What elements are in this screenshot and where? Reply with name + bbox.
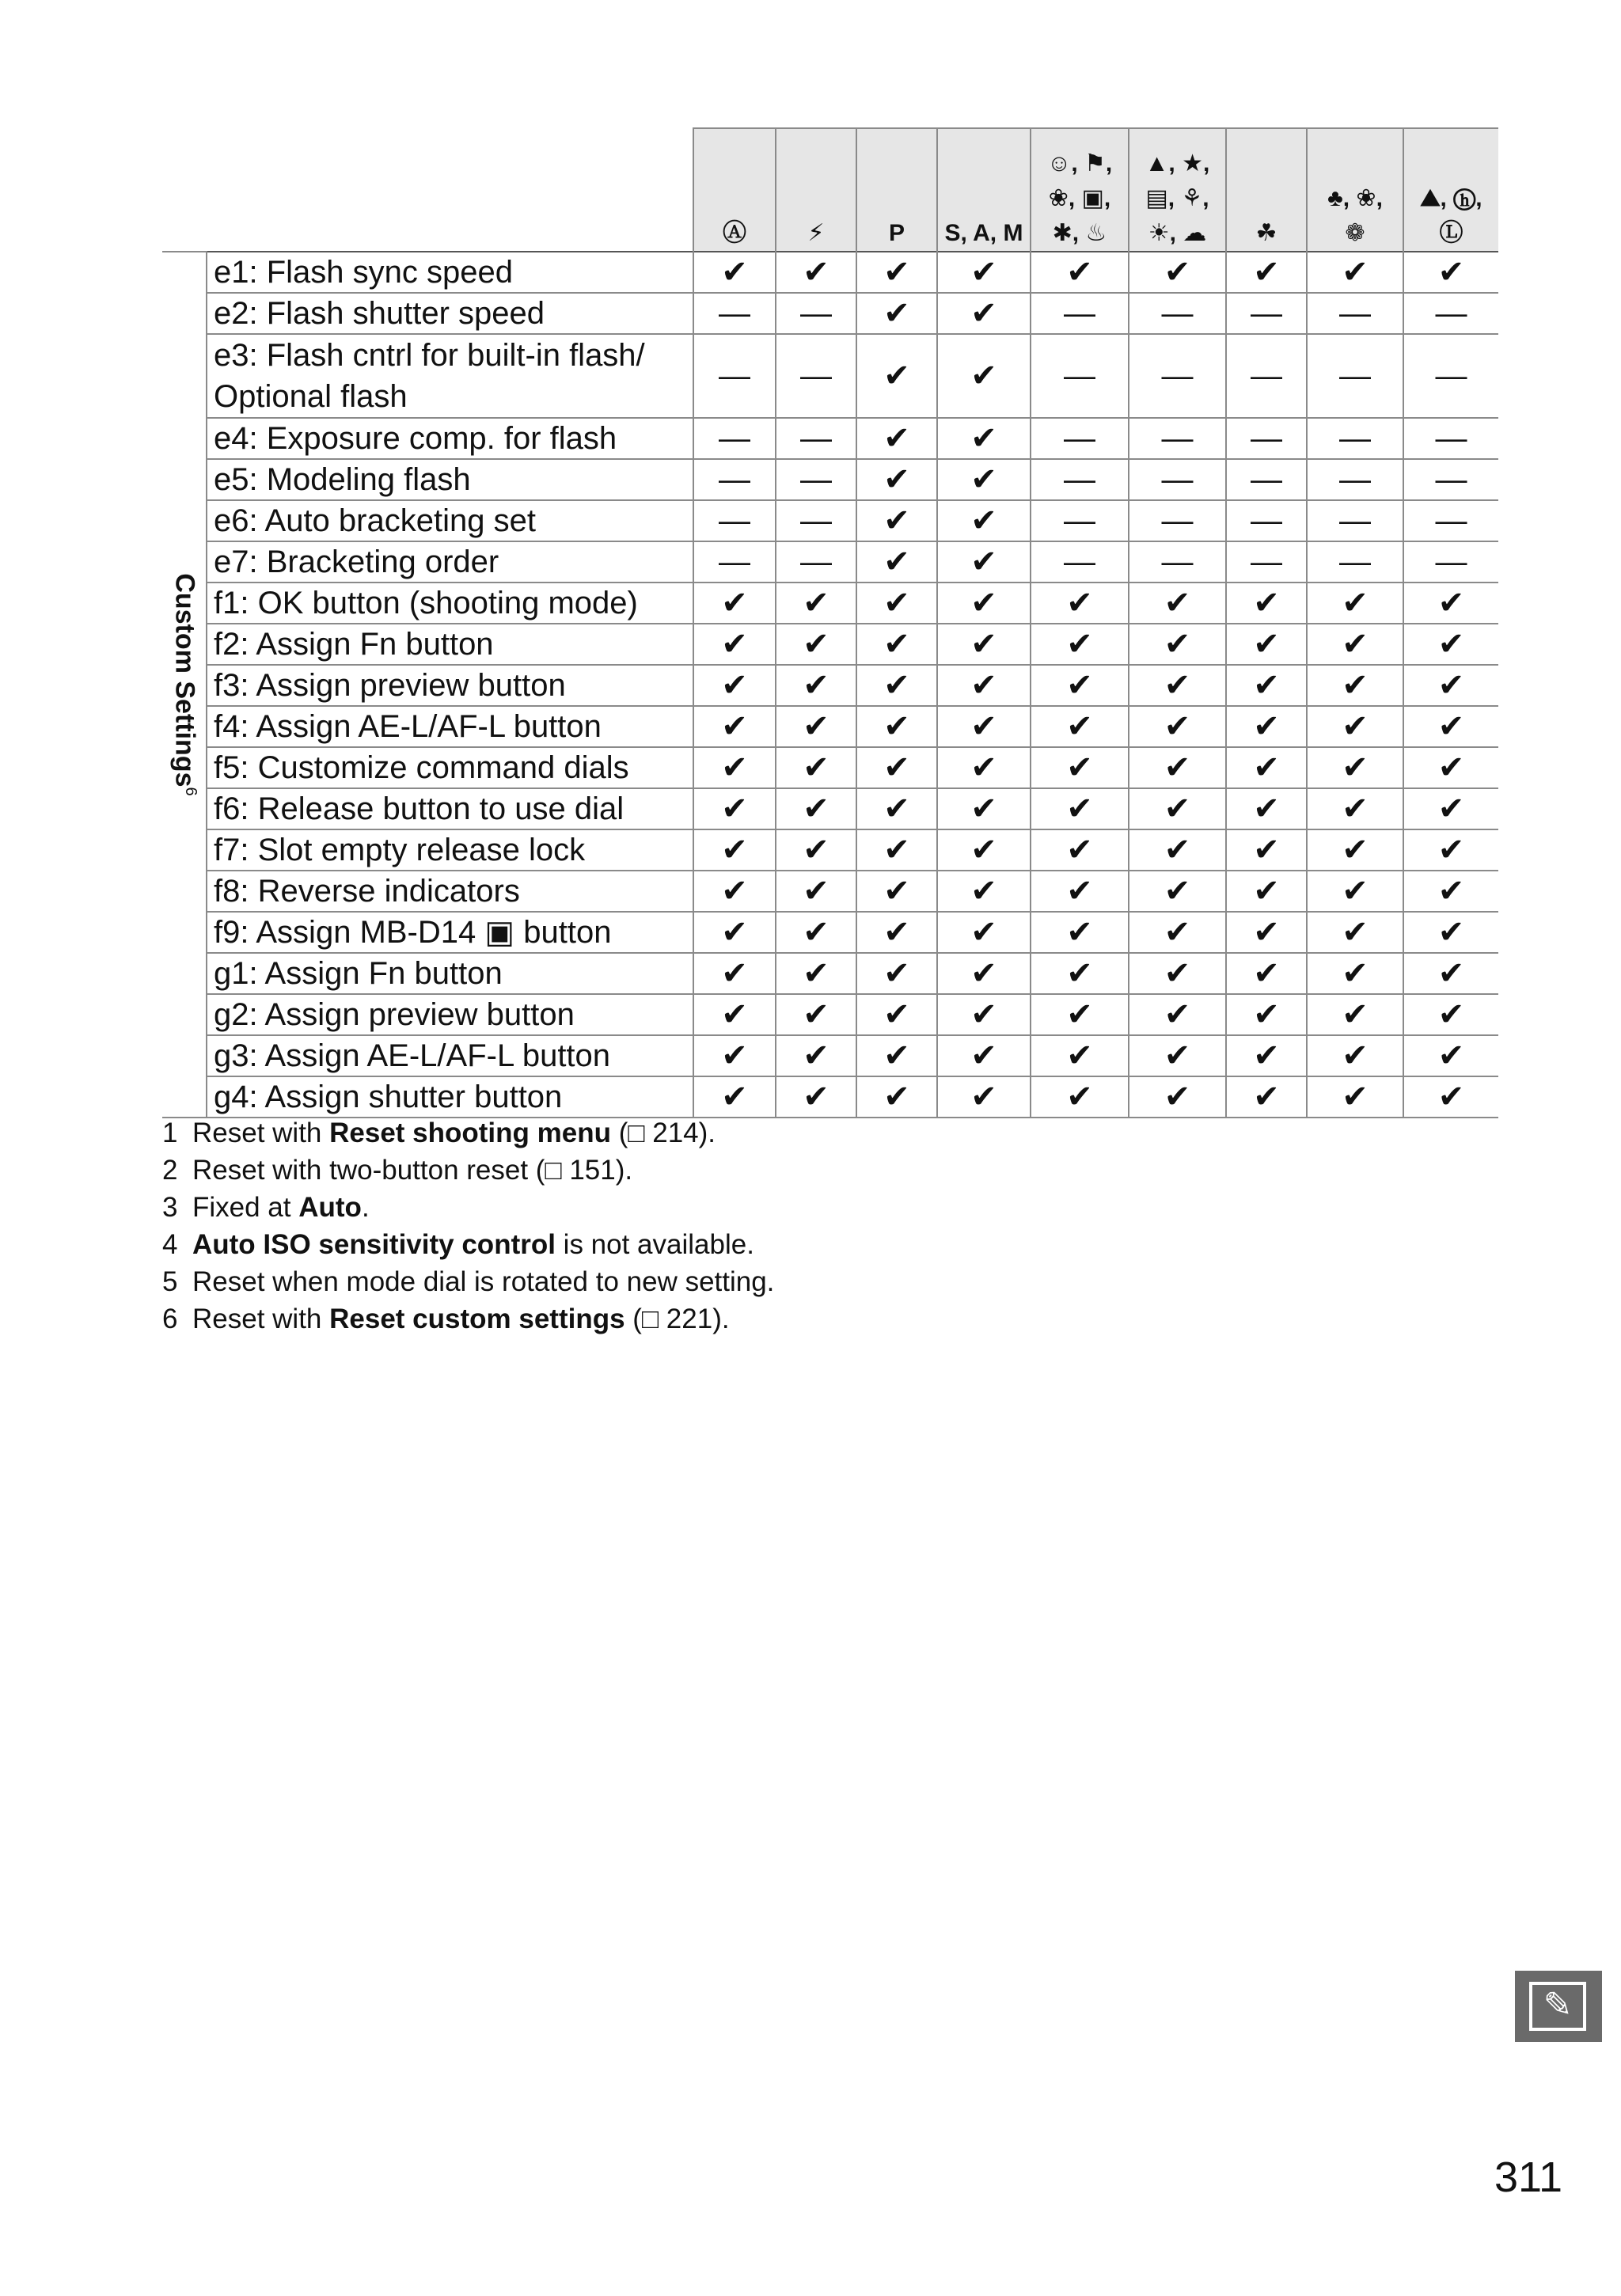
check-mark-icon: ✔ [1226, 994, 1307, 1035]
table-row [162, 665, 1498, 706]
check-mark-icon: ✔ [856, 252, 937, 293]
footnote [162, 1263, 774, 1300]
not-applicable-dash: — [776, 334, 856, 418]
check-mark-icon: ✔ [776, 665, 856, 706]
not-applicable-dash: — [1129, 418, 1226, 459]
check-mark-icon: ✔ [937, 953, 1031, 994]
not-applicable-dash: — [776, 418, 856, 459]
check-mark-icon: ✔ [1403, 1076, 1498, 1118]
check-mark-icon: ✔ [937, 624, 1031, 665]
check-mark-icon: ✔ [1307, 953, 1403, 994]
check-mark-icon: ✔ [1031, 912, 1129, 953]
not-applicable-dash: — [693, 541, 776, 583]
mode-column-header: ☺, ⚑, ❀, ▣, ✱, ♨ [1031, 128, 1129, 252]
check-mark-icon: ✔ [1226, 1076, 1307, 1118]
mode-header-row [162, 128, 1498, 252]
not-applicable-dash: — [1403, 500, 1498, 541]
check-mark-icon: ✔ [937, 418, 1031, 459]
check-mark-icon: ✔ [693, 624, 776, 665]
not-applicable-dash: — [1307, 541, 1403, 583]
check-mark-icon: ✔ [856, 334, 937, 418]
mode-column-header: Ⓐ [693, 128, 776, 252]
check-mark-icon: ✔ [1226, 829, 1307, 871]
setting-name: f5: Customize command dials [207, 747, 693, 788]
check-mark-icon: ✔ [1031, 1035, 1129, 1076]
check-mark-icon: ✔ [856, 541, 937, 583]
chapter-tab [1515, 1971, 1602, 2042]
setting-name: g4: Assign shutter button [207, 1076, 693, 1118]
section-side-label-cell [162, 252, 207, 1118]
check-mark-icon: ✔ [937, 459, 1031, 500]
table-row [162, 459, 1498, 500]
check-mark-icon: ✔ [856, 583, 937, 624]
check-mark-icon: ✔ [693, 583, 776, 624]
not-applicable-dash: — [1307, 334, 1403, 418]
check-mark-icon: ✔ [1307, 747, 1403, 788]
check-mark-icon: ✔ [776, 912, 856, 953]
check-mark-icon: ✔ [856, 994, 937, 1035]
check-mark-icon: ✔ [1226, 665, 1307, 706]
footnote-text: Fixed at [192, 1192, 299, 1223]
table-row [162, 747, 1498, 788]
check-mark-icon: ✔ [1031, 624, 1129, 665]
footnote [162, 1152, 774, 1189]
check-mark-icon: ✔ [1307, 788, 1403, 829]
not-applicable-dash: — [1403, 334, 1498, 418]
mode-column-header: ☘ [1226, 128, 1307, 252]
check-mark-icon: ✔ [776, 994, 856, 1035]
footnotes [162, 1114, 774, 1338]
check-mark-icon: ✔ [693, 912, 776, 953]
footnote [162, 1114, 774, 1152]
footnote [162, 1226, 774, 1263]
page-number: 311 [1494, 2154, 1563, 2201]
not-applicable-dash: — [693, 500, 776, 541]
check-mark-icon: ✔ [856, 459, 937, 500]
not-applicable-dash: — [693, 418, 776, 459]
footnote-bold-text: Reset custom settings [329, 1304, 625, 1334]
check-mark-icon: ✔ [937, 706, 1031, 747]
check-mark-icon: ✔ [1031, 871, 1129, 912]
check-mark-icon: ✔ [693, 829, 776, 871]
check-mark-icon: ✔ [776, 788, 856, 829]
setting-name: e4: Exposure comp. for flash [207, 418, 693, 459]
footnote-text: Reset with [192, 1304, 330, 1334]
check-mark-icon: ✔ [776, 706, 856, 747]
not-applicable-dash: — [1226, 459, 1307, 500]
table-row [162, 953, 1498, 994]
check-mark-icon: ✔ [693, 1035, 776, 1076]
table-row [162, 1076, 1498, 1118]
check-mark-icon: ✔ [1129, 994, 1226, 1035]
footnote-number: 3 [162, 1192, 178, 1223]
check-mark-icon: ✔ [1129, 788, 1226, 829]
footnote-number: 2 [162, 1155, 178, 1186]
check-mark-icon: ✔ [776, 829, 856, 871]
check-mark-icon: ✔ [1129, 1035, 1226, 1076]
check-mark-icon: ✔ [1403, 912, 1498, 953]
check-mark-icon: ✔ [1031, 747, 1129, 788]
footnote-text: Reset with two-button reset (□ 151). [192, 1155, 633, 1186]
setting-name: f4: Assign AE-L/AF-L button [207, 706, 693, 747]
footnote-number: 4 [162, 1229, 178, 1260]
corner-blank [207, 128, 693, 252]
setting-name: f1: OK button (shooting mode) [207, 583, 693, 624]
check-mark-icon: ✔ [856, 293, 937, 334]
not-applicable-dash: — [776, 541, 856, 583]
check-mark-icon: ✔ [1403, 953, 1498, 994]
not-applicable-dash: — [1129, 500, 1226, 541]
footnote-text: (□ 221). [624, 1304, 730, 1334]
not-applicable-dash: — [1307, 459, 1403, 500]
check-mark-icon: ✔ [693, 1076, 776, 1118]
check-mark-icon: ✔ [776, 953, 856, 994]
check-mark-icon: ✔ [693, 747, 776, 788]
not-applicable-dash: — [776, 293, 856, 334]
table-row [162, 418, 1498, 459]
not-applicable-dash: — [1226, 541, 1307, 583]
not-applicable-dash: — [1129, 459, 1226, 500]
check-mark-icon: ✔ [1307, 994, 1403, 1035]
not-applicable-dash: — [1031, 418, 1129, 459]
check-mark-icon: ✔ [1403, 1035, 1498, 1076]
check-mark-icon: ✔ [1129, 912, 1226, 953]
check-mark-icon: ✔ [1307, 829, 1403, 871]
mode-column-header: ⚡ [776, 128, 856, 252]
check-mark-icon: ✔ [693, 788, 776, 829]
setting-name: e3: Flash cntrl for built-in flash/ Optional flash [207, 334, 693, 418]
not-applicable-dash: — [693, 334, 776, 418]
check-mark-icon: ✔ [693, 665, 776, 706]
setting-name: f2: Assign Fn button [207, 624, 693, 665]
setting-name: f8: Reverse indicators [207, 871, 693, 912]
check-mark-icon: ✔ [937, 912, 1031, 953]
table-row [162, 706, 1498, 747]
not-applicable-dash: — [1307, 500, 1403, 541]
not-applicable-dash: — [1403, 418, 1498, 459]
check-mark-icon: ✔ [1129, 624, 1226, 665]
setting-name: e6: Auto bracketing set [207, 500, 693, 541]
check-mark-icon: ✔ [693, 871, 776, 912]
check-mark-icon: ✔ [1129, 665, 1226, 706]
not-applicable-dash: — [1031, 541, 1129, 583]
check-mark-icon: ✔ [693, 994, 776, 1035]
check-mark-icon: ✔ [1226, 583, 1307, 624]
footnote-bold-text: Auto ISO sensitivity control [192, 1229, 556, 1260]
section-footnote-ref: 6 [181, 787, 199, 796]
not-applicable-dash: — [693, 293, 776, 334]
table-row [162, 624, 1498, 665]
check-mark-icon: ✔ [1129, 747, 1226, 788]
check-mark-icon: ✔ [856, 953, 937, 994]
check-mark-icon: ✔ [1403, 583, 1498, 624]
footnote-text: (□ 214). [611, 1118, 716, 1148]
check-mark-icon: ✔ [1031, 252, 1129, 293]
check-mark-icon: ✔ [937, 541, 1031, 583]
check-mark-icon: ✔ [1403, 624, 1498, 665]
check-mark-icon: ✔ [856, 788, 937, 829]
check-mark-icon: ✔ [693, 252, 776, 293]
check-mark-icon: ✔ [1403, 871, 1498, 912]
not-applicable-dash: — [776, 459, 856, 500]
not-applicable-dash: — [1307, 418, 1403, 459]
not-applicable-dash: — [1129, 293, 1226, 334]
footnote-bold-text: Auto [298, 1192, 362, 1223]
check-mark-icon: ✔ [1226, 953, 1307, 994]
not-applicable-dash: — [776, 500, 856, 541]
check-mark-icon: ✔ [1226, 788, 1307, 829]
check-mark-icon: ✔ [856, 624, 937, 665]
check-mark-icon: ✔ [856, 871, 937, 912]
check-mark-icon: ✔ [1403, 706, 1498, 747]
check-mark-icon: ✔ [1307, 252, 1403, 293]
setting-name: g2: Assign preview button [207, 994, 693, 1035]
check-mark-icon: ✔ [937, 500, 1031, 541]
check-mark-icon: ✔ [1031, 953, 1129, 994]
check-mark-icon: ✔ [937, 829, 1031, 871]
check-mark-icon: ✔ [1129, 706, 1226, 747]
check-mark-icon: ✔ [1307, 871, 1403, 912]
setting-name: f6: Release button to use dial [207, 788, 693, 829]
table-row [162, 334, 1498, 418]
not-applicable-dash: — [1307, 293, 1403, 334]
check-mark-icon: ✔ [856, 500, 937, 541]
check-mark-icon: ✔ [1031, 706, 1129, 747]
check-mark-icon: ✔ [1307, 1035, 1403, 1076]
setting-name: g3: Assign AE-L/AF-L button [207, 1035, 693, 1076]
check-mark-icon: ✔ [937, 788, 1031, 829]
not-applicable-dash: — [1226, 293, 1307, 334]
check-mark-icon: ✔ [937, 1076, 1031, 1118]
check-mark-icon: ✔ [1307, 624, 1403, 665]
check-mark-icon: ✔ [856, 665, 937, 706]
check-mark-icon: ✔ [1226, 871, 1307, 912]
check-mark-icon: ✔ [1031, 788, 1129, 829]
not-applicable-dash: — [1403, 541, 1498, 583]
check-mark-icon: ✔ [1031, 994, 1129, 1035]
setting-name: f9: Assign MB-D14 ▣ button [207, 912, 693, 953]
mode-column-header: ♣, ❀, ❁ [1307, 128, 1403, 252]
setting-name: e2: Flash shutter speed [207, 293, 693, 334]
check-mark-icon: ✔ [1129, 871, 1226, 912]
check-mark-icon: ✔ [1307, 706, 1403, 747]
check-mark-icon: ✔ [1307, 1076, 1403, 1118]
footnote-bold-text: Reset shooting menu [329, 1118, 611, 1148]
not-applicable-dash: — [1226, 334, 1307, 418]
check-mark-icon: ✔ [1031, 1076, 1129, 1118]
section-side-label [169, 573, 199, 795]
setting-name: g1: Assign Fn button [207, 953, 693, 994]
check-mark-icon: ✔ [1403, 788, 1498, 829]
check-mark-icon: ✔ [1403, 252, 1498, 293]
check-mark-icon: ✔ [776, 583, 856, 624]
not-applicable-dash: — [1129, 541, 1226, 583]
check-mark-icon: ✔ [856, 829, 937, 871]
check-mark-icon: ✔ [1129, 252, 1226, 293]
not-applicable-dash: — [1031, 293, 1129, 334]
check-mark-icon: ✔ [1226, 1035, 1307, 1076]
check-mark-icon: ✔ [1226, 912, 1307, 953]
not-applicable-dash: — [1031, 500, 1129, 541]
check-mark-icon: ✔ [693, 953, 776, 994]
check-mark-icon: ✔ [937, 747, 1031, 788]
check-mark-icon: ✔ [1226, 747, 1307, 788]
table-row [162, 829, 1498, 871]
check-mark-icon: ✔ [937, 994, 1031, 1035]
check-mark-icon: ✔ [776, 1076, 856, 1118]
check-mark-icon: ✔ [776, 871, 856, 912]
custom-settings-pencil-icon: ✎ [1529, 1982, 1586, 2031]
not-applicable-dash: — [1403, 459, 1498, 500]
setting-name: f3: Assign preview button [207, 665, 693, 706]
table-row [162, 541, 1498, 583]
not-applicable-dash: — [693, 459, 776, 500]
check-mark-icon: ✔ [1403, 994, 1498, 1035]
footnote-text: . [361, 1192, 370, 1223]
check-mark-icon: ✔ [776, 1035, 856, 1076]
not-applicable-dash: — [1129, 334, 1226, 418]
footnote [162, 1189, 774, 1226]
check-mark-icon: ✔ [937, 665, 1031, 706]
table-row [162, 1035, 1498, 1076]
check-mark-icon: ✔ [1403, 747, 1498, 788]
check-mark-icon: ✔ [937, 871, 1031, 912]
check-mark-icon: ✔ [1403, 665, 1498, 706]
mode-column-header: ▲, ★, ▤, ⚘, ☀, ☁ [1129, 128, 1226, 252]
mode-column-header: P [856, 128, 937, 252]
footnote [162, 1300, 774, 1338]
check-mark-icon: ✔ [1226, 624, 1307, 665]
check-mark-icon: ✔ [1129, 1076, 1226, 1118]
check-mark-icon: ✔ [693, 706, 776, 747]
check-mark-icon: ✔ [856, 912, 937, 953]
table-row [162, 252, 1498, 293]
custom-settings-table [162, 127, 1498, 1118]
table-row [162, 871, 1498, 912]
check-mark-icon: ✔ [1226, 706, 1307, 747]
check-mark-icon: ✔ [856, 418, 937, 459]
check-mark-icon: ✔ [937, 583, 1031, 624]
table-row [162, 583, 1498, 624]
check-mark-icon: ✔ [1129, 829, 1226, 871]
check-mark-icon: ✔ [1307, 912, 1403, 953]
setting-name: e1: Flash sync speed [207, 252, 693, 293]
not-applicable-dash: — [1031, 334, 1129, 418]
table-row [162, 994, 1498, 1035]
corner-blank [162, 128, 207, 252]
not-applicable-dash: — [1031, 459, 1129, 500]
footnote-number: 5 [162, 1266, 178, 1297]
check-mark-icon: ✔ [937, 1035, 1031, 1076]
footnote-number: 6 [162, 1304, 178, 1334]
check-mark-icon: ✔ [776, 252, 856, 293]
not-applicable-dash: — [1403, 293, 1498, 334]
check-mark-icon: ✔ [1129, 953, 1226, 994]
check-mark-icon: ✔ [856, 1035, 937, 1076]
check-mark-icon: ✔ [856, 747, 937, 788]
not-applicable-dash: — [1226, 418, 1307, 459]
check-mark-icon: ✔ [1307, 665, 1403, 706]
check-mark-icon: ✔ [1129, 583, 1226, 624]
check-mark-icon: ✔ [1226, 252, 1307, 293]
footnote-text: Reset when mode dial is rotated to new setting. [192, 1266, 775, 1297]
check-mark-icon: ✔ [776, 624, 856, 665]
check-mark-icon: ✔ [1031, 583, 1129, 624]
check-mark-icon: ✔ [856, 706, 937, 747]
setting-name: e5: Modeling flash [207, 459, 693, 500]
check-mark-icon: ✔ [1307, 583, 1403, 624]
check-mark-icon: ✔ [937, 293, 1031, 334]
check-mark-icon: ✔ [1403, 829, 1498, 871]
footnote-text: Reset with [192, 1118, 330, 1148]
check-mark-icon: ✔ [937, 334, 1031, 418]
check-mark-icon: ✔ [856, 1076, 937, 1118]
table-row [162, 293, 1498, 334]
setting-name: f7: Slot empty release lock [207, 829, 693, 871]
footnote-text: is not available. [555, 1229, 754, 1260]
section-label-text: Custom Settings [169, 573, 199, 787]
check-mark-icon: ✔ [937, 252, 1031, 293]
check-mark-icon: ✔ [776, 747, 856, 788]
footnote-number: 1 [162, 1118, 178, 1148]
mode-column-header: ⛰, ⓗ, Ⓛ [1403, 128, 1498, 252]
table-row [162, 500, 1498, 541]
mode-column-header: S, A, M [937, 128, 1031, 252]
check-mark-icon: ✔ [1031, 665, 1129, 706]
not-applicable-dash: — [1226, 500, 1307, 541]
table-row [162, 788, 1498, 829]
setting-name: e7: Bracketing order [207, 541, 693, 583]
check-mark-icon: ✔ [1031, 829, 1129, 871]
table-row [162, 912, 1498, 953]
